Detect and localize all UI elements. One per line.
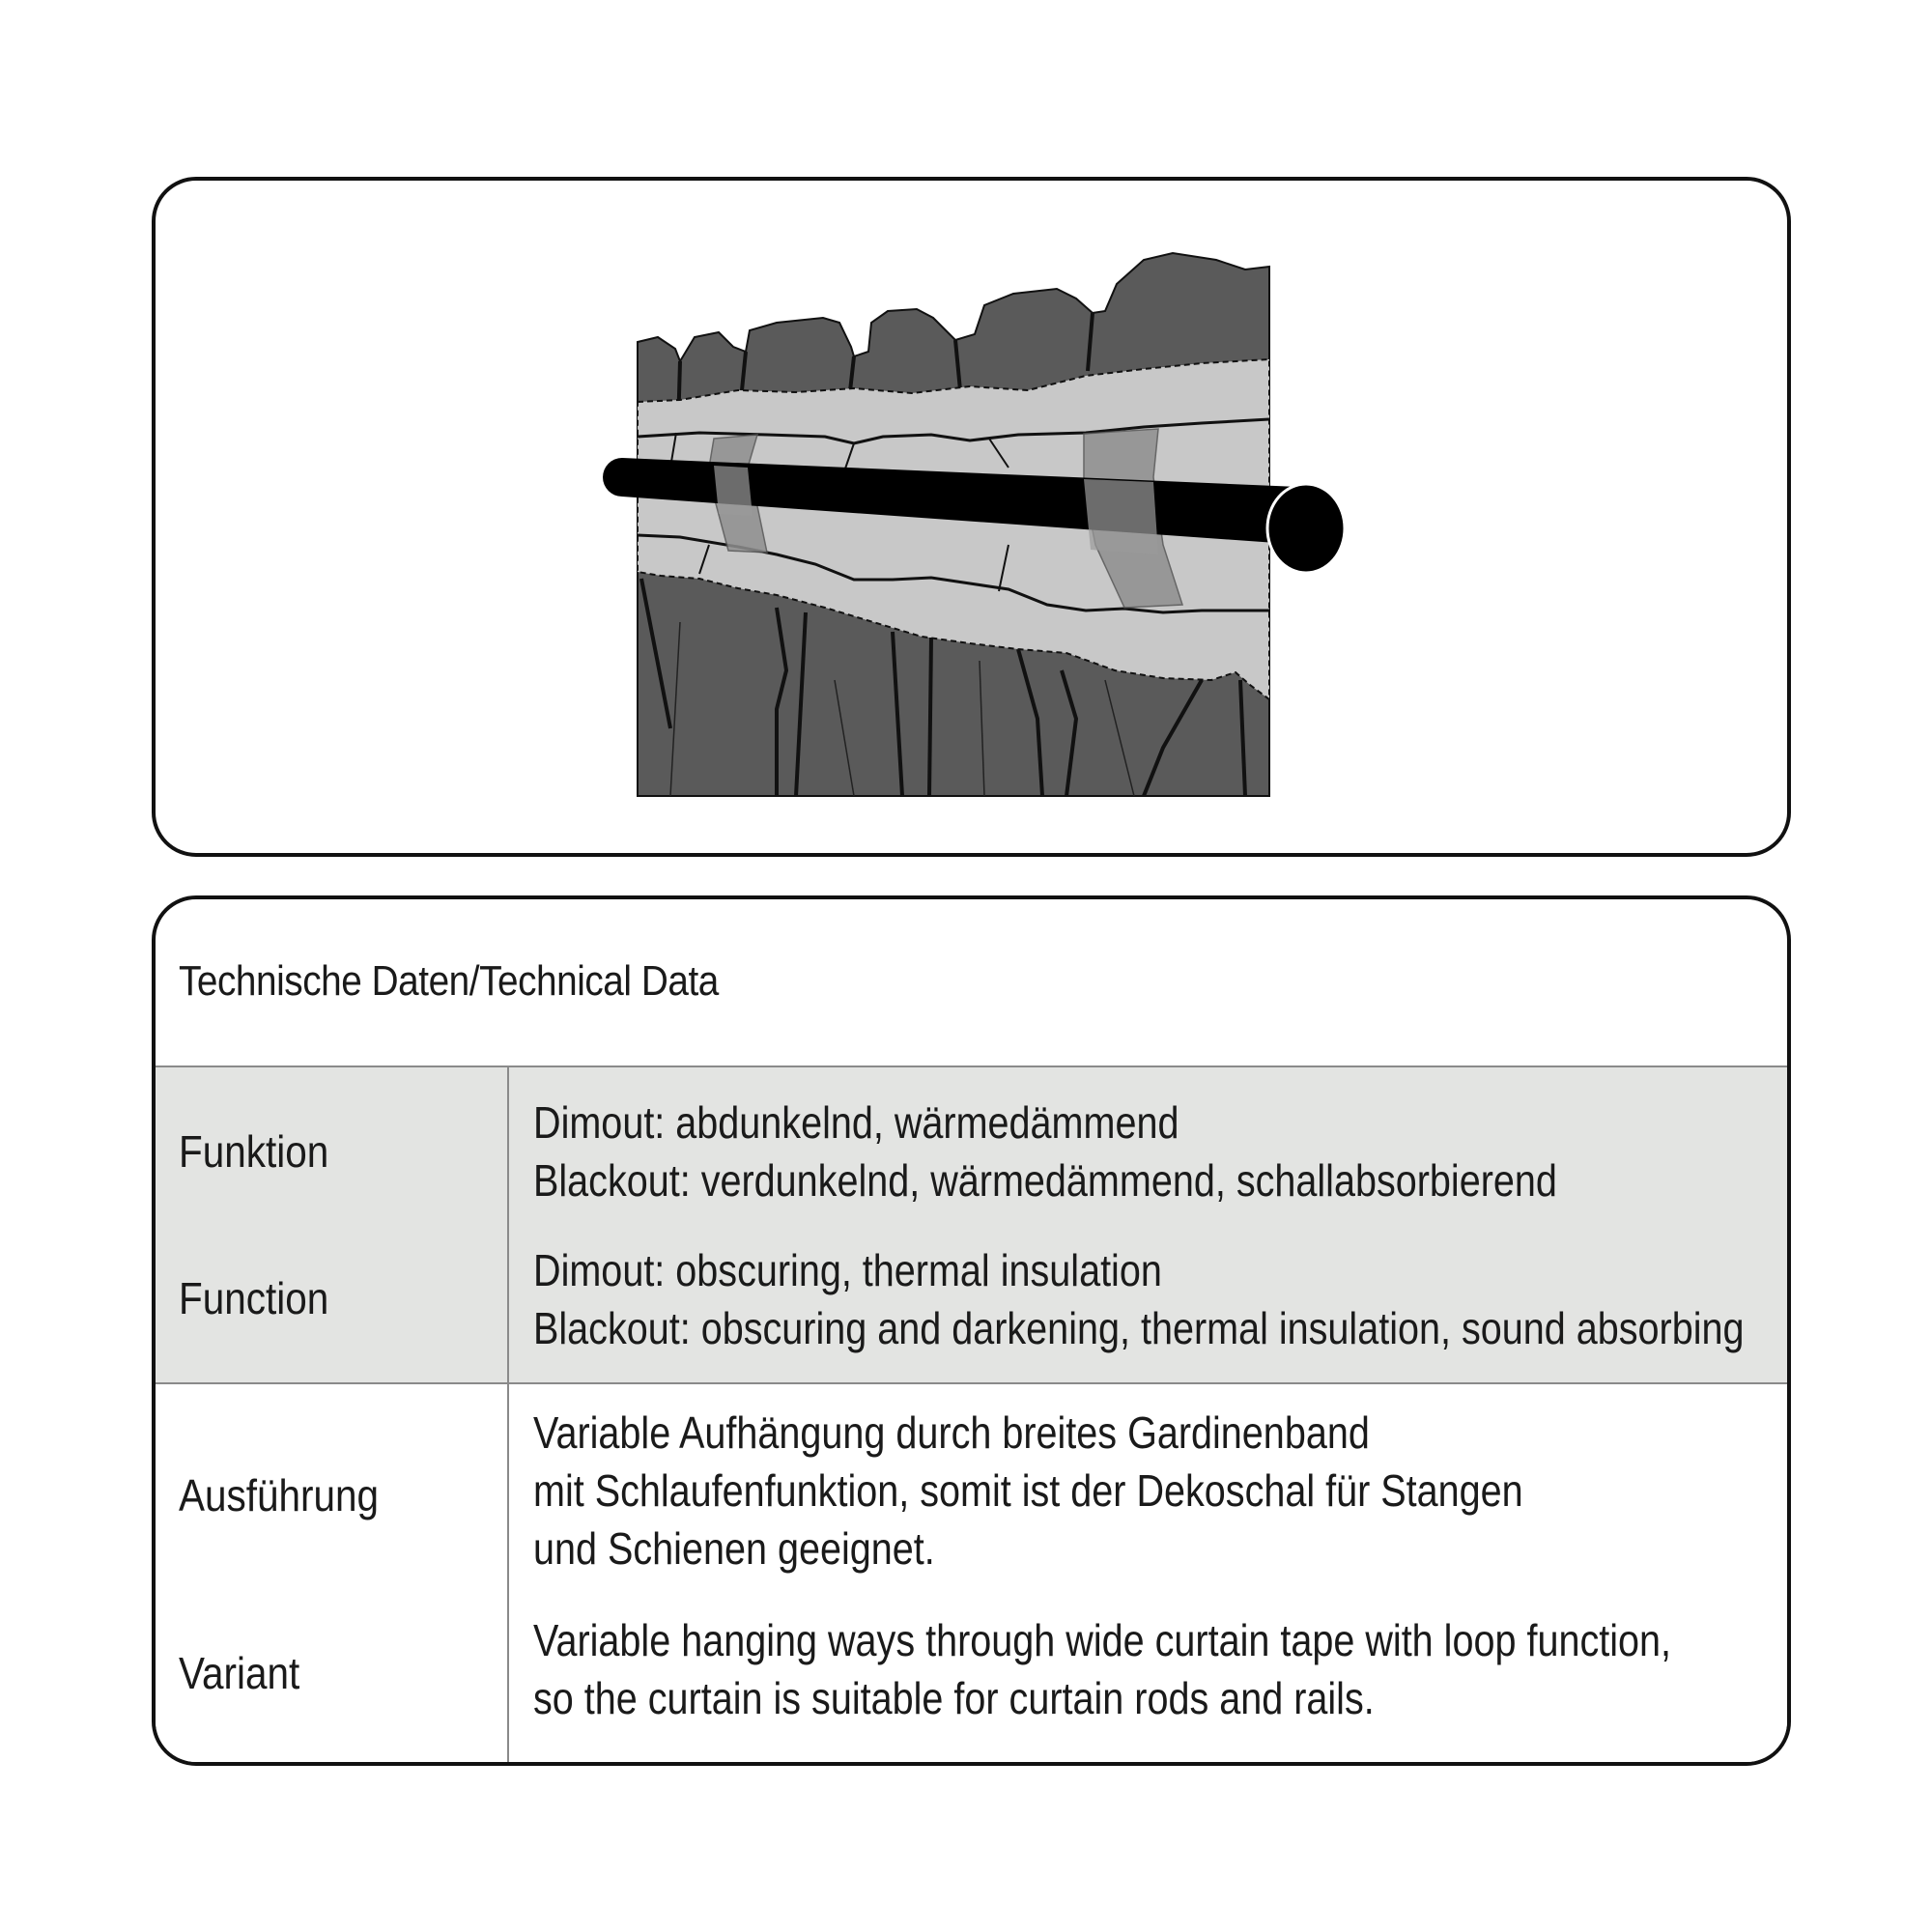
value-line: Dimout: obscuring, thermal insulation bbox=[533, 1245, 1162, 1295]
variant-row bbox=[156, 1384, 1787, 1766]
technical-data-panel bbox=[152, 895, 1791, 1766]
variant-value-de bbox=[533, 1404, 1523, 1577]
function-value-de bbox=[533, 1094, 1557, 1209]
function-label-de: Funktion bbox=[179, 1126, 329, 1177]
illustration-panel bbox=[152, 177, 1791, 857]
curtain-on-rod-illustration bbox=[156, 181, 1791, 857]
variant-label-en: Variant bbox=[179, 1648, 300, 1698]
value-line: mit Schlaufenfunktion, somit ist der Dekoschal für Stangen bbox=[533, 1465, 1523, 1516]
value-line: Dimout: abdunkelnd, wärmedämmend bbox=[533, 1097, 1179, 1148]
value-line: Blackout: verdunkelnd, wärmedämmend, schallabsorbierend bbox=[533, 1155, 1557, 1206]
value-line: Blackout: obscuring and darkening, thermal insulation, sound absorbing bbox=[533, 1303, 1745, 1353]
variant-value-en bbox=[533, 1611, 1671, 1727]
function-row bbox=[156, 1065, 1787, 1384]
value-line: und Schienen geeignet. bbox=[533, 1523, 935, 1574]
column-divider bbox=[507, 1384, 509, 1766]
column-divider bbox=[507, 1067, 509, 1382]
value-line: Variable hanging ways through wide curtain tape with loop function, bbox=[533, 1615, 1672, 1665]
variant-label-de: Ausführung bbox=[179, 1470, 380, 1520]
value-line: so the curtain is suitable for curtain rods and rails. bbox=[533, 1673, 1375, 1723]
rod-end-cap bbox=[1267, 484, 1345, 573]
function-value-en bbox=[533, 1241, 1745, 1357]
technical-data-heading: Technische Daten/Technical Data bbox=[179, 957, 719, 1005]
function-label-en: Function bbox=[179, 1273, 329, 1323]
value-line: Variable Aufhängung durch breites Gardinenband bbox=[533, 1407, 1370, 1458]
